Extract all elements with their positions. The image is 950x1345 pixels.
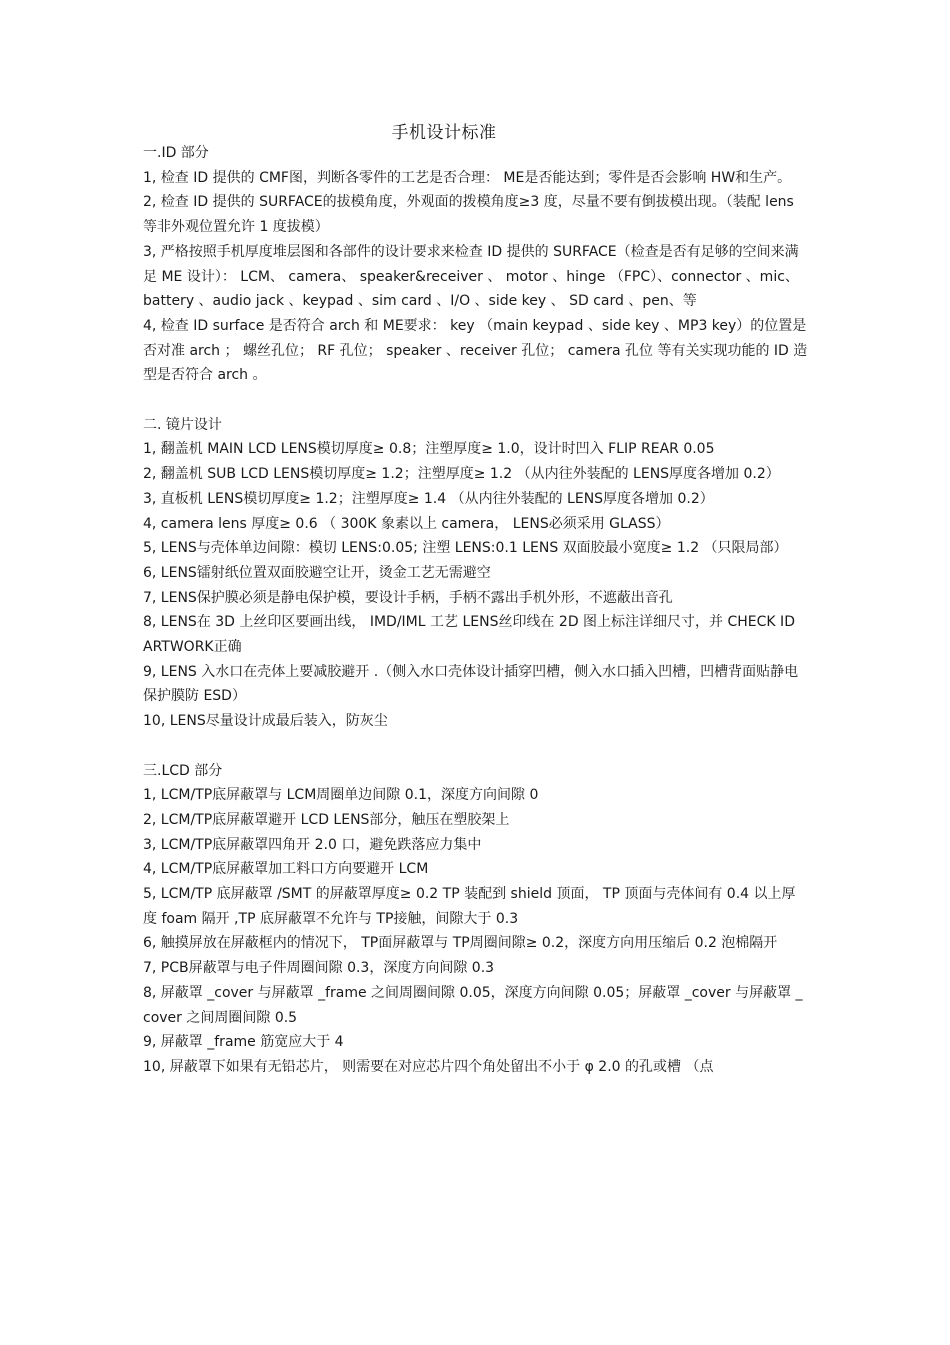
paragraph: 8, LENS在 3D 上丝印区要画出线， IMD/IML 工艺 LENS丝印线在 2D 图上标注详细尺寸，并 CHECK ID ARTWORK正确 xyxy=(143,614,795,656)
paragraph: 3, 严格按照手机厚度堆层图和各部件的设计要求来检查 ID 提供的 SURFACE（检查是否有足够的空间来满足 ME 设计）： LCM、 camera、 speaker&receiver 、 motor 、hinge （FPC）、connector 、mic、 battery 、audio jack 、keypad 、sim card 、I/O 、side key 、 SD card 、pen、等 xyxy=(143,243,799,310)
spacer xyxy=(143,734,808,759)
paragraph: 10, LENS尽量设计成最后装入，防灰尘 xyxy=(143,713,388,730)
spacer xyxy=(143,388,808,413)
paragraph: 5, LCM/TP 底屏蔽罩 /SMT 的屏蔽罩厚度≥ 0.2 TP 装配到 shield 顶面， TP 顶面与壳体间有 0.4 以上厚度 foam 隔开 ,TP 底屏蔽罩不允许与 TP接触，间隙大于 0.3 xyxy=(143,886,796,927)
paragraph: 1, 检查 ID 提供的 CMF图，判断各零件的工艺是否合理： ME是否能达到；零件是否会影响 HW和生产。 xyxy=(143,169,792,186)
paragraph: 6, LENS镭射纸位置双面胶避空让开，烫金工艺无需避空 xyxy=(143,564,491,581)
paragraph: 3, LCM/TP底屏蔽罩四角开 2.0 口，避免跌落应力集中 xyxy=(143,836,482,853)
paragraph: 7, PCB屏蔽罩与电子件周圈间隙 0.3，深度方向间隙 0.3 xyxy=(143,960,495,977)
paragraph: 7, LENS保护膜必须是静电保护模，要设计手柄，手柄不露出手机外形，不遮蔽出音孔 xyxy=(143,589,673,606)
paragraph: 2, 翻盖机 SUB LCD LENS模切厚度≥ 1.2；注塑厚度≥ 1.2 （从内往外装配的 LENS厚度各增加 0.2） xyxy=(143,466,780,483)
document-body xyxy=(143,141,808,1080)
paragraph: 4, camera lens 厚度≥ 0.6 （ 300K 象素以上 camera， LENS必须采用 GLASS） xyxy=(143,515,670,532)
paragraph: 6, 触摸屏放在屏蔽框内的情况下， TP面屏蔽罩与 TP周圈间隙≥ 0.2，深度方向用压缩后 0.2 泡棉隔开 xyxy=(143,935,778,952)
section-heading-lens: 二. 镜片设计 xyxy=(143,416,222,433)
section-heading-lcd: 三.LCD 部分 xyxy=(143,762,223,779)
paragraph: 2, LCM/TP底屏蔽罩避开 LCD LENS部分，触压在塑胶架上 xyxy=(143,811,510,828)
paragraph: 9, 屏蔽罩 _frame 筋宽应大于 4 xyxy=(143,1034,344,1051)
paragraph: 1, 翻盖机 MAIN LCD LENS模切厚度≥ 0.8；注塑厚度≥ 1.0，设计时凹入 FLIP REAR 0.05 xyxy=(143,441,715,458)
paragraph: 8, 屏蔽罩 _cover 与屏蔽罩 _frame 之间周圈间隙 0.05，深度方向间隙 0.05；屏蔽罩 _cover 与屏蔽罩 _cover 之间周圈间隙 0.5 xyxy=(143,984,803,1026)
paragraph: 2, 检查 ID 提供的 SURFACE的拔模角度，外观面的拨模角度≥3 度，尽量不要有倒拔模出现。（装配 lens 等非外观位置允许 1 度拔模） xyxy=(143,194,794,236)
paragraph: 3, 直板机 LENS模切厚度≥ 1.2；注塑厚度≥ 1.4 （从内往外装配的 LENS厚度各增加 0.2） xyxy=(143,490,714,507)
paragraph: 5, LENS与壳体单边间隙：模切 LENS:0.05; 注塑 LENS:0.1 LENS 双面胶最小宽度≥ 1.2 （只限局部） xyxy=(143,540,788,557)
paragraph: 10, 屏蔽罩下如果有无铅芯片， 则需要在对应芯片四个角处留出不小于 φ 2.0 的孔或槽 （点 xyxy=(143,1058,714,1075)
document-title: 手机设计标准 xyxy=(391,123,497,143)
paragraph: 9, LENS 入水口在壳体上要减胶避开 .（侧入水口壳体设计插穿凹槽，侧入水口插入凹槽，凹槽背面贴静电保护膜防 ESD） xyxy=(143,663,799,705)
section-heading-id: 一.ID 部分 xyxy=(143,145,209,161)
paragraph: 4, 检查 ID surface 是否符合 arch 和 ME要求： key （main keypad 、side key 、MP3 key）的位置是否对准 arch ； 螺丝孔位； RF 孔位； speaker 、receiver 孔位； camera 孔位 等有关实现功能的 ID 造型是否符合 arch 。 xyxy=(143,317,808,384)
paragraph: 4, LCM/TP底屏蔽罩加工料口方向要避开 LCM xyxy=(143,861,429,878)
paragraph: 1, LCM/TP底屏蔽罩与 LCM周圈单边间隙 0.1，深度方向间隙 0 xyxy=(143,787,539,804)
